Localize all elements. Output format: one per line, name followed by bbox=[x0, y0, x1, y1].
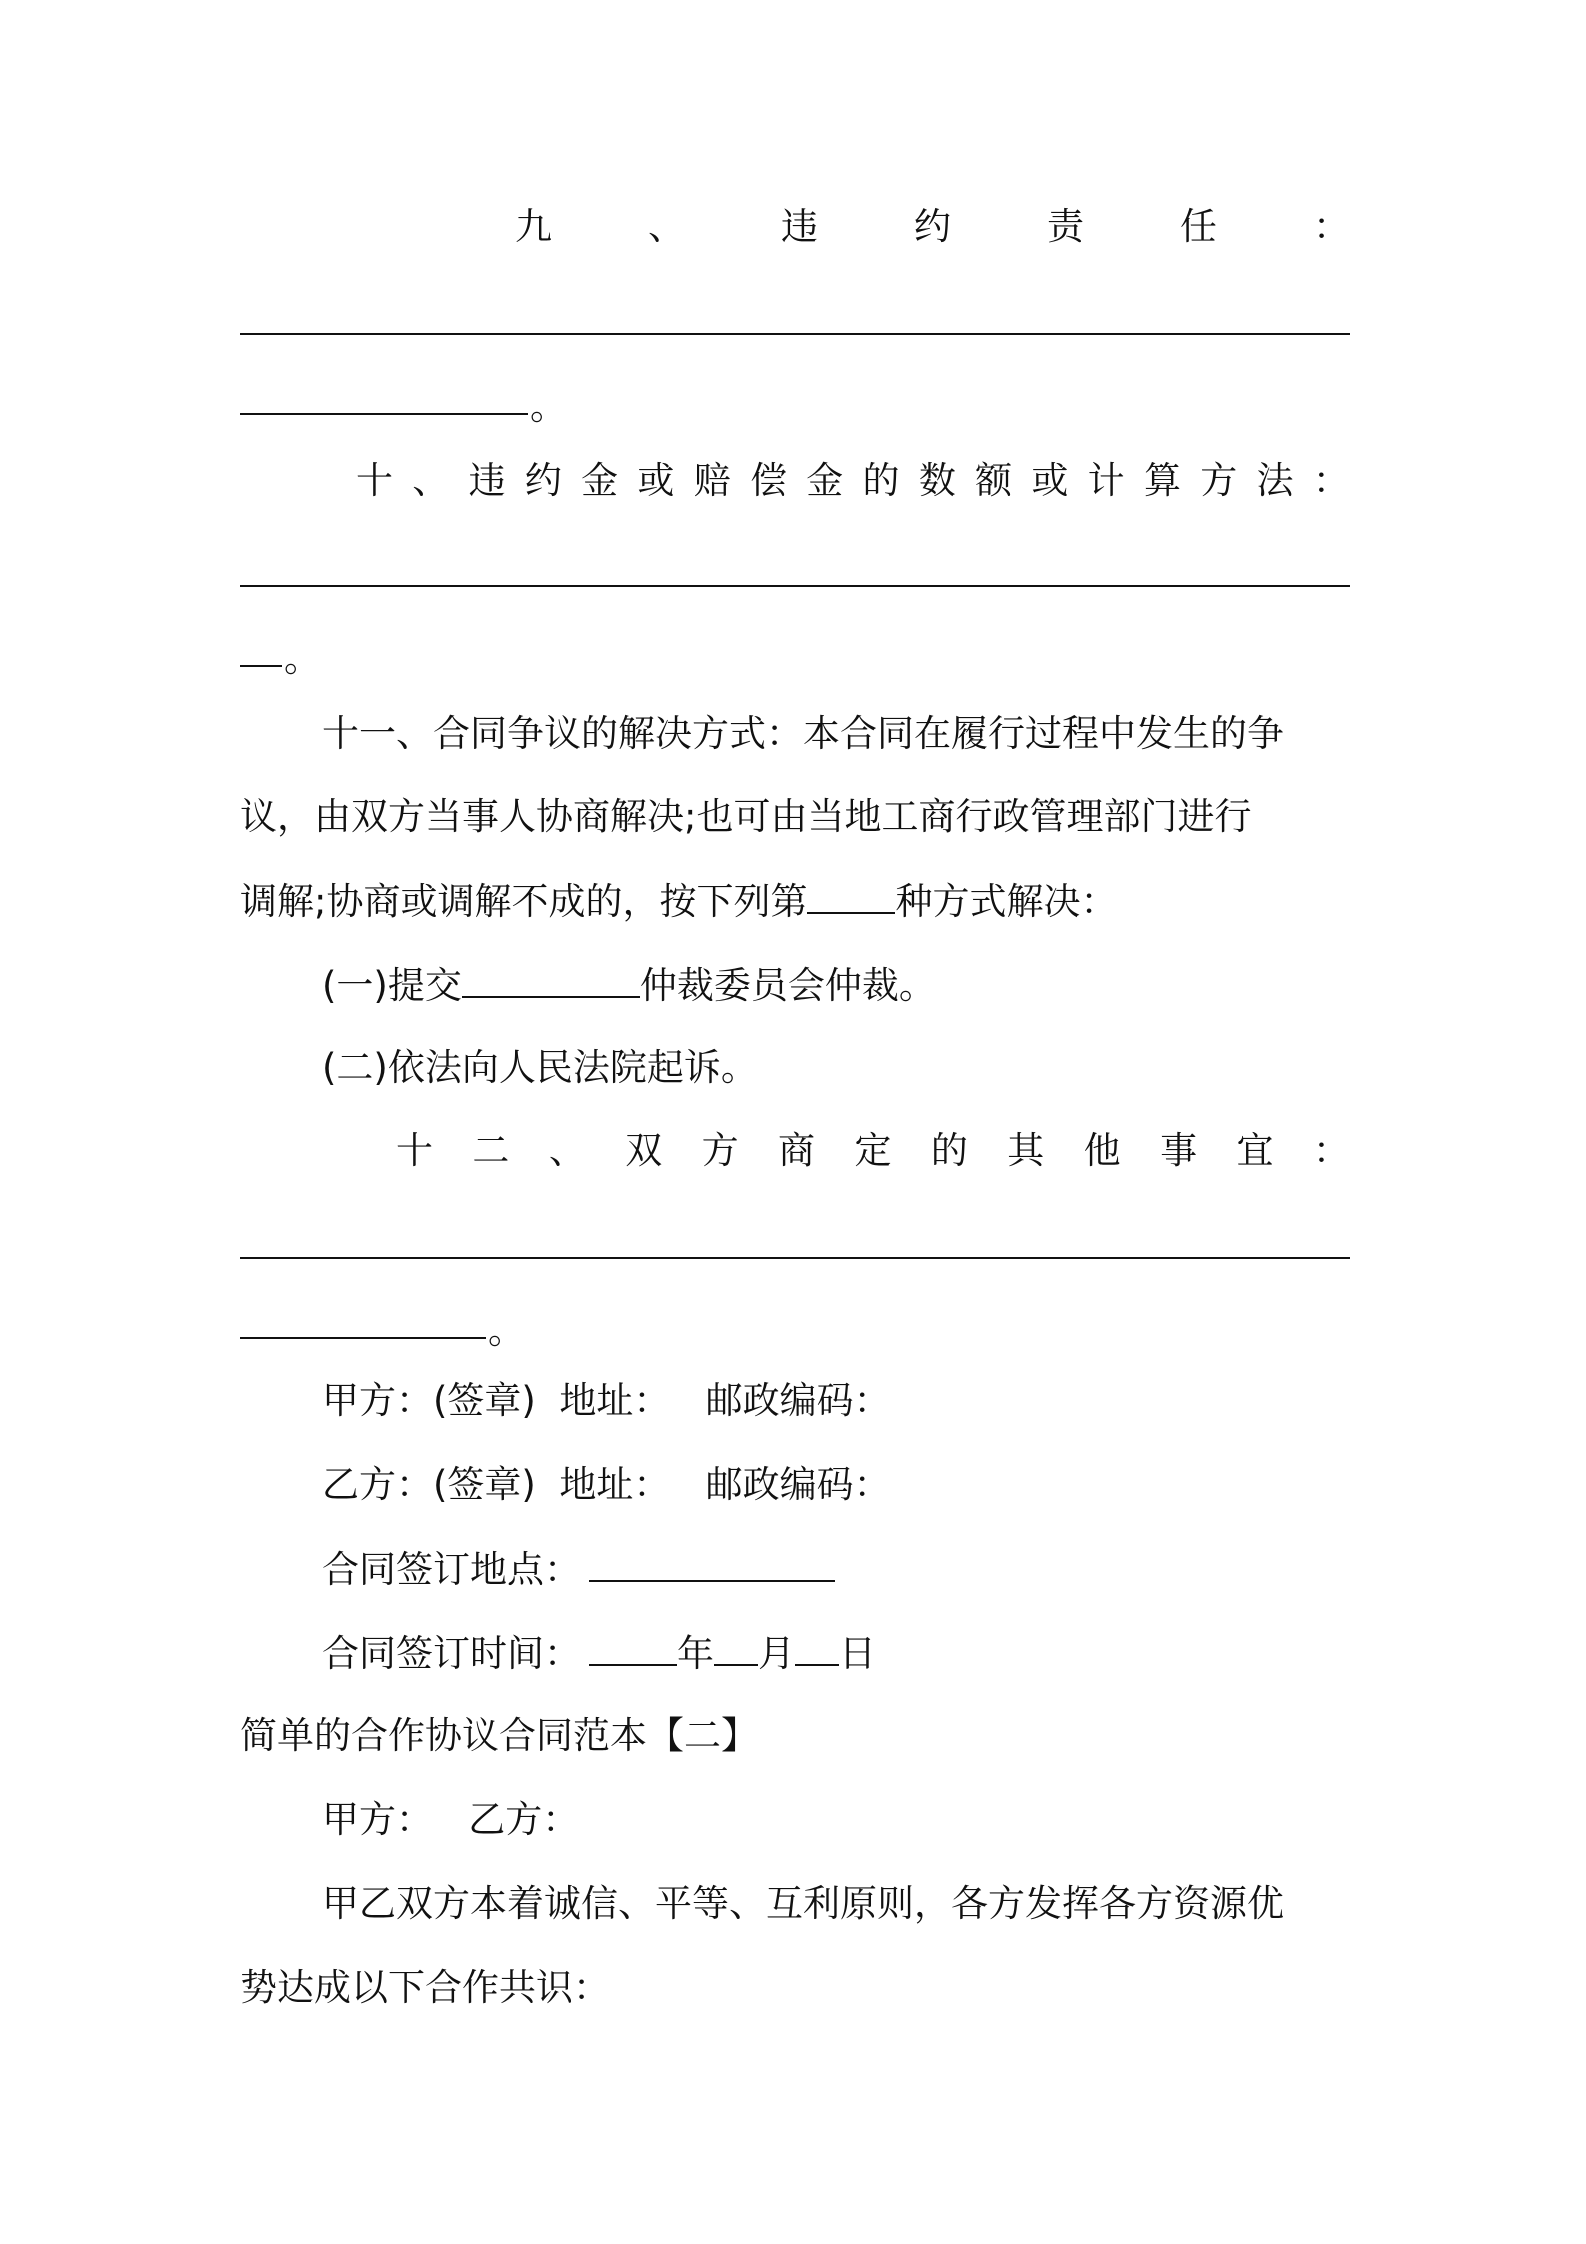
title-char: 法 bbox=[1256, 459, 1294, 502]
intro-line-1: 甲乙双方本着诚信、平等、互利原则，各方发挥各方资源优 bbox=[322, 1882, 1284, 1925]
blank-line bbox=[240, 333, 1350, 335]
title-char: ： bbox=[1312, 1129, 1350, 1172]
blank-line bbox=[240, 585, 1350, 587]
title-char: 或 bbox=[1031, 459, 1069, 502]
title-char: 九 bbox=[515, 205, 552, 248]
title-char: 任 bbox=[1180, 205, 1217, 248]
line-text: (一)提交 bbox=[322, 964, 462, 1007]
title-char: 计 bbox=[1087, 459, 1125, 502]
blank-line bbox=[240, 665, 282, 667]
period: 。 bbox=[530, 385, 567, 428]
blank-line bbox=[240, 1257, 1350, 1259]
title-char: 算 bbox=[1143, 459, 1181, 502]
title-char: 他 bbox=[1083, 1129, 1121, 1172]
option-1 bbox=[322, 964, 936, 1007]
signing-time bbox=[322, 1632, 876, 1675]
title-char: 的 bbox=[930, 1129, 968, 1172]
title-char: 约 bbox=[914, 205, 951, 248]
title-char: 金 bbox=[806, 459, 844, 502]
period: 。 bbox=[284, 637, 321, 680]
section-12-title bbox=[396, 1129, 1350, 1172]
title-char: ： bbox=[1312, 459, 1350, 502]
second-contract-parties: 甲方： 乙方： bbox=[322, 1798, 580, 1841]
title-char: 责 bbox=[1047, 205, 1084, 248]
title-char: 额 bbox=[975, 459, 1013, 502]
line-text: 仲裁委员会仲裁。 bbox=[639, 964, 936, 1007]
day-blank bbox=[795, 1634, 839, 1666]
title-char: 的 bbox=[862, 459, 900, 502]
title-char: 宜 bbox=[1236, 1129, 1274, 1172]
title-char: 违 bbox=[468, 459, 506, 502]
title-char: 方 bbox=[1200, 459, 1238, 502]
title-char: 违 bbox=[781, 205, 818, 248]
section-10-title bbox=[356, 459, 1350, 502]
title-char: 其 bbox=[1007, 1129, 1045, 1172]
title-char: 数 bbox=[918, 459, 956, 502]
section-9-title bbox=[515, 205, 1350, 248]
month-blank bbox=[714, 1634, 758, 1666]
title-char: 商 bbox=[778, 1129, 816, 1172]
line-text: 调解;协商或调解不成的，按下列第 bbox=[240, 880, 808, 923]
option-2: (二)依法向人民法院起诉。 bbox=[322, 1046, 758, 1089]
title-char: 约 bbox=[524, 459, 562, 502]
title-char: 方 bbox=[701, 1129, 739, 1172]
blank-line bbox=[240, 1337, 486, 1339]
title-char: 、 bbox=[548, 1129, 586, 1172]
title-char: 金 bbox=[581, 459, 619, 502]
title-char: 十 bbox=[356, 459, 393, 502]
blank-field bbox=[462, 966, 640, 998]
title-char: 定 bbox=[854, 1129, 892, 1172]
line-text: 种方式解决： bbox=[895, 880, 1118, 923]
second-contract-heading: 简单的合作协议合同范本【二】 bbox=[240, 1714, 758, 1757]
party-a-signature: 甲方：(签章) 地址： 邮政编码： bbox=[322, 1379, 891, 1422]
title-char: 赔 bbox=[693, 459, 731, 502]
intro-line-2: 势达成以下合作共识： bbox=[240, 1966, 610, 2009]
title-char: 事 bbox=[1160, 1129, 1198, 1172]
month-label: 月 bbox=[758, 1632, 795, 1675]
period: 。 bbox=[488, 1309, 525, 1352]
title-char: 双 bbox=[625, 1129, 663, 1172]
title-char: 、 bbox=[648, 205, 685, 248]
title-char: 或 bbox=[637, 459, 675, 502]
title-char: 偿 bbox=[749, 459, 787, 502]
blank-field bbox=[807, 882, 895, 914]
year-blank bbox=[589, 1634, 677, 1666]
title-char: ： bbox=[1313, 205, 1350, 248]
section-11-line-2: 议，由双方当事人协商解决;也可由当地工商行政管理部门进行 bbox=[240, 795, 1252, 838]
signing-place bbox=[322, 1548, 835, 1591]
party-b-signature: 乙方：(签章) 地址： 邮政编码： bbox=[322, 1463, 891, 1506]
day-label: 日 bbox=[839, 1632, 876, 1675]
place-label: 合同签订地点： bbox=[322, 1548, 581, 1591]
blank-line bbox=[240, 413, 528, 415]
time-label: 合同签订时间： bbox=[322, 1632, 581, 1675]
section-11-line-3 bbox=[240, 880, 1118, 923]
section-11-line-1: 十一、合同争议的解决方式：本合同在履行过程中发生的争 bbox=[322, 712, 1284, 755]
title-char: 二 bbox=[472, 1129, 510, 1172]
title-char: 、 bbox=[412, 459, 450, 502]
year-label: 年 bbox=[677, 1632, 714, 1675]
blank-field bbox=[589, 1550, 835, 1582]
title-char: 十 bbox=[396, 1129, 433, 1172]
